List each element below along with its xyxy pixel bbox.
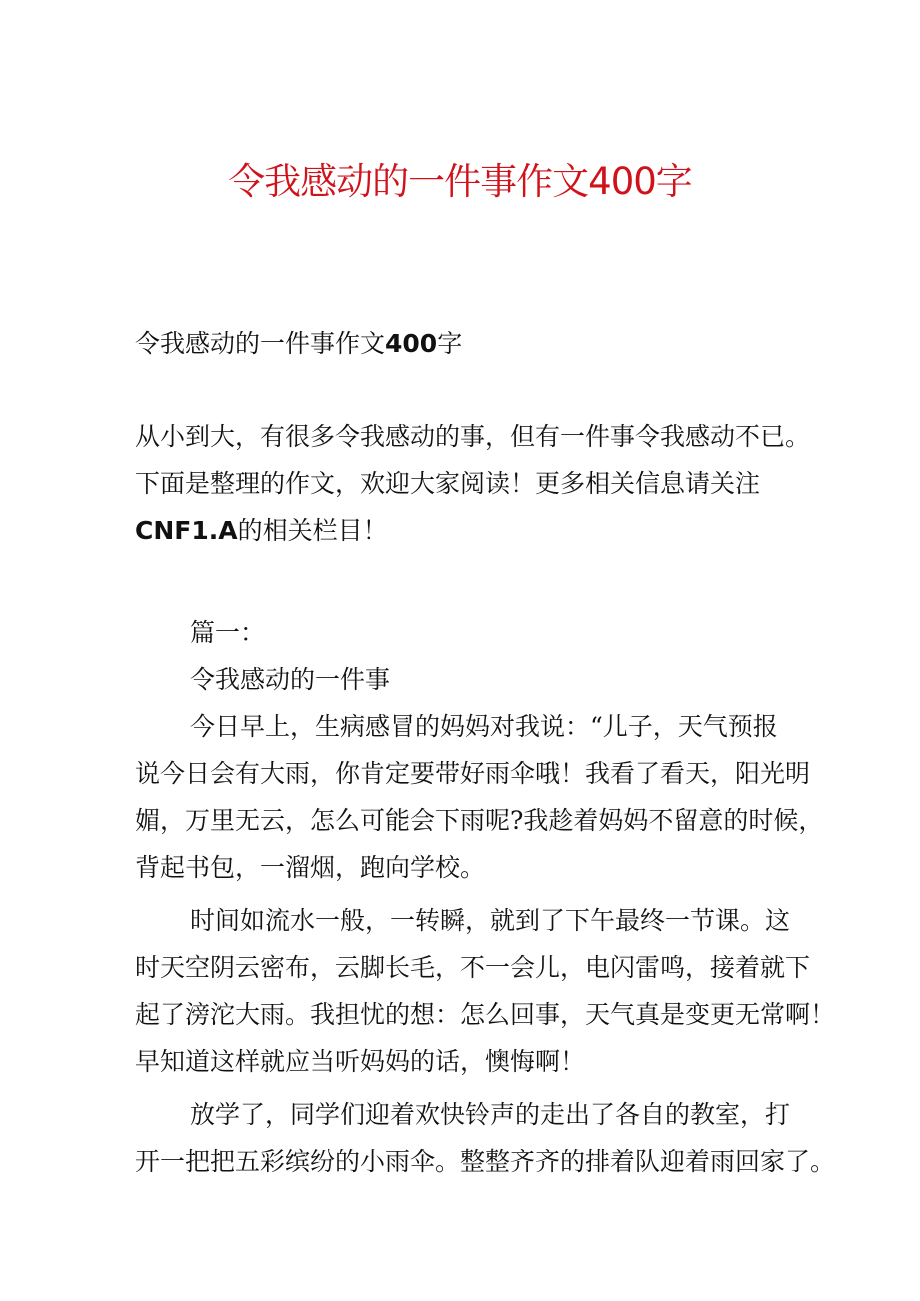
document-subtitle — [135, 322, 462, 366]
brand-name: CNF1.A — [135, 516, 238, 545]
paragraph-line: 说今日会有大雨，你肯定要带好雨伞哦！我看了看天，阳光明 — [135, 759, 811, 788]
section-label: 篇一： — [190, 618, 266, 647]
essay-title: 令我感动的一件事 — [190, 665, 391, 694]
subtitle-text: 令我感动的一件事作文 — [135, 329, 386, 358]
page-title: 令我感动的一件事作文400字 — [228, 160, 692, 203]
paragraph-line: 时天空阴云密布，云脚长毛，不一会儿，电闪雷鸣，接着就下 — [135, 953, 811, 982]
intro-line: 从小到大，有很多令我感动的事，但有一件事令我感动不已。 — [135, 422, 811, 451]
paragraph-line: 今日早上，生病感冒的妈妈对我说：“儿子，天气预报 — [190, 712, 778, 741]
intro-paragraph — [135, 413, 815, 554]
essay-body — [135, 609, 836, 1185]
paragraph-line: 背起书包，一溜烟，跑向学校。 — [135, 853, 486, 882]
paragraph-line: 开一把把五彩缤纷的小雨伞。整整齐齐的排着队迎着雨回家了。 — [135, 1147, 836, 1176]
paragraph-line: 起了滂沱大雨。我担忧的想：怎么回事，天气真是变更无常啊！ — [135, 1000, 836, 1029]
paragraph-line: 媚，万里无云，怎么可能会下雨呢?我趁着妈妈不留意的时候， — [135, 806, 824, 835]
subtitle-number: 400 — [385, 329, 438, 358]
intro-line: 下面是整理的作文，欢迎大家阅读！更多相关信息请关注 — [135, 469, 761, 498]
intro-line-rest: 的相关栏目！ — [237, 516, 388, 545]
paragraph-line: 时间如流水一般，一转瞬，就到了下午最终一节课。这 — [190, 906, 791, 935]
paragraph-line: 放学了，同学们迎着欢快铃声的走出了各自的教室，打 — [190, 1100, 791, 1129]
intro-line — [135, 507, 815, 554]
subtitle-suffix: 字 — [437, 329, 463, 358]
paragraph-line: 早知道这样就应当听妈妈的话，懊悔啊！ — [135, 1047, 586, 1076]
